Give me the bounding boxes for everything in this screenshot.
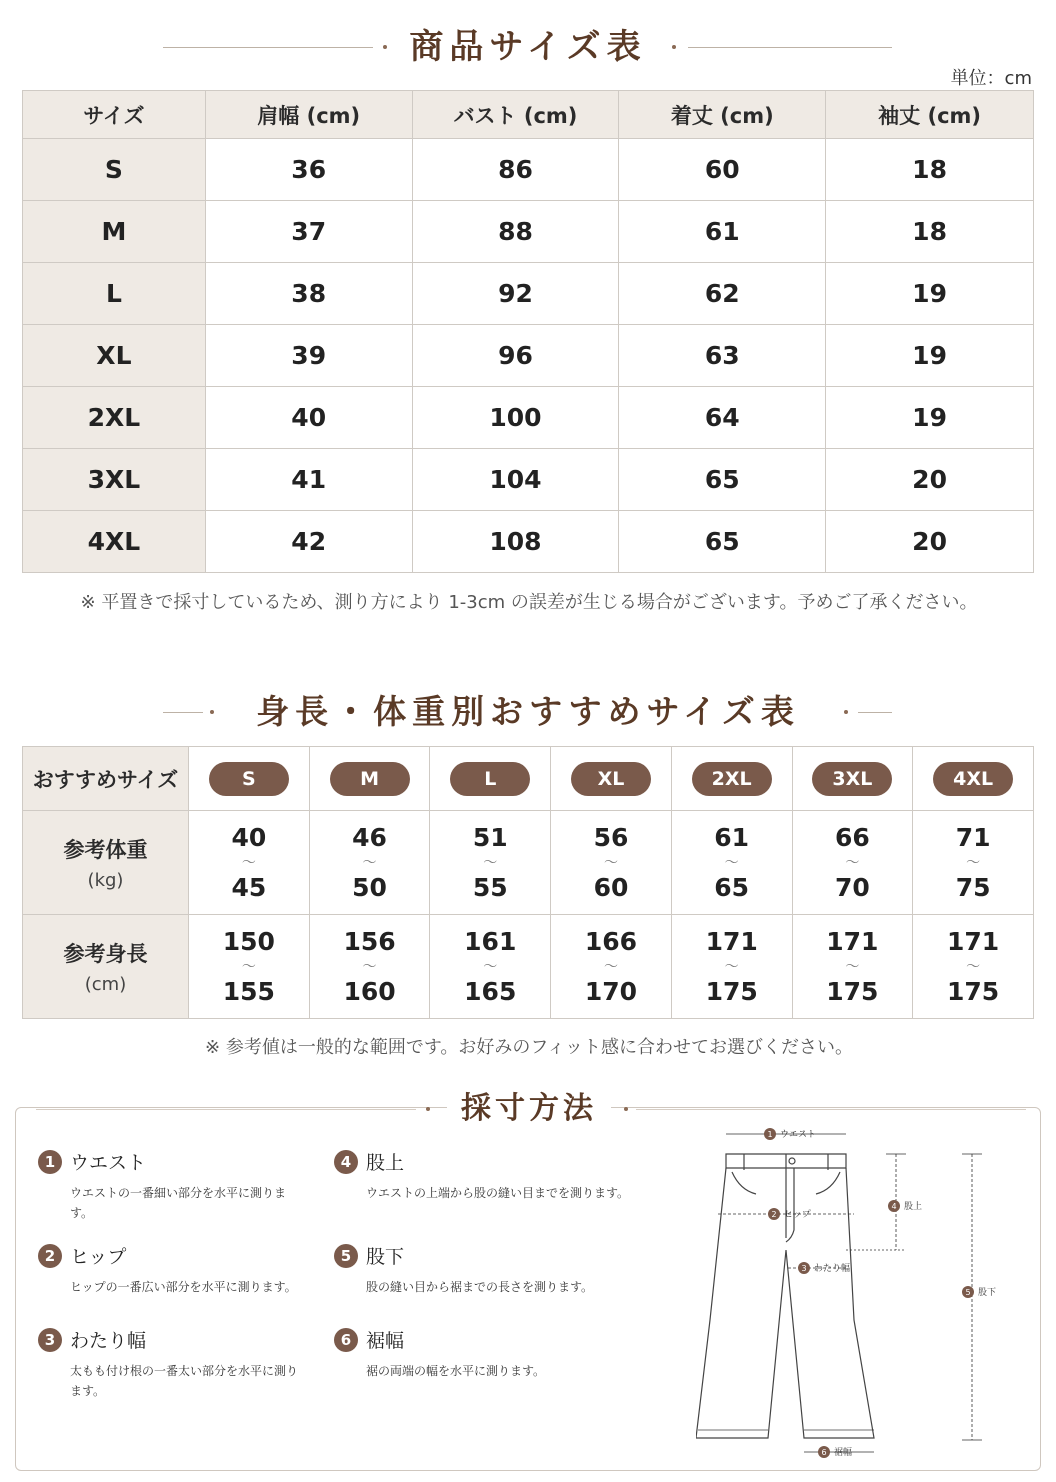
rec-size-cell xyxy=(189,747,310,811)
size-table-row xyxy=(23,201,1034,263)
measure-number-badge: 4 xyxy=(334,1150,358,1174)
rec-table-title-block xyxy=(0,690,1056,734)
measure-item xyxy=(334,1326,666,1381)
rec-weight-cell xyxy=(913,811,1034,915)
range-tilde: ～ xyxy=(241,958,256,975)
diagram-label-hem: 裾幅 xyxy=(834,1448,853,1458)
size-value-cell: 104 xyxy=(412,449,619,511)
rec-size-cell xyxy=(792,747,913,811)
size-value-cell: 65 xyxy=(619,511,826,573)
measure-item xyxy=(38,1148,300,1223)
range-tilde: ～ xyxy=(966,958,981,975)
range-tilde: ～ xyxy=(966,854,981,871)
size-value-cell: 38 xyxy=(205,263,412,325)
rec-size-cell xyxy=(551,747,672,811)
measure-item-head xyxy=(334,1148,666,1175)
range-min: 51 xyxy=(472,822,508,852)
size-pill: XL xyxy=(571,762,651,796)
measure-item xyxy=(334,1242,666,1297)
size-label-cell: S xyxy=(23,139,206,201)
range-value xyxy=(793,824,913,902)
rec-weight-cell xyxy=(189,811,310,915)
size-value-cell: 42 xyxy=(205,511,412,573)
range-tilde: ～ xyxy=(483,958,498,975)
range-tilde: ～ xyxy=(241,854,256,871)
rec-height-cell xyxy=(430,915,551,1019)
range-min: 40 xyxy=(231,822,267,852)
size-pill: 3XL xyxy=(812,762,892,796)
size-value-cell: 100 xyxy=(412,387,619,449)
size-value-cell: 40 xyxy=(205,387,412,449)
rec-height-label-cell xyxy=(23,915,189,1019)
svg-text:3: 3 xyxy=(801,1264,807,1273)
rec-weight-cell xyxy=(551,811,672,915)
svg-text:2: 2 xyxy=(771,1210,777,1219)
range-tilde: ～ xyxy=(603,854,618,871)
size-value-cell: 41 xyxy=(205,449,412,511)
svg-text:1: 1 xyxy=(767,1130,773,1139)
size-value-cell: 20 xyxy=(826,449,1034,511)
size-value-cell: 88 xyxy=(412,201,619,263)
range-min: 156 xyxy=(343,926,396,956)
range-min: 71 xyxy=(955,822,991,852)
measure-number-badge: 2 xyxy=(38,1244,62,1268)
range-value xyxy=(430,824,550,902)
size-value-cell: 18 xyxy=(826,201,1034,263)
range-min: 150 xyxy=(222,926,275,956)
recommend-table xyxy=(22,746,1034,1019)
range-min: 166 xyxy=(584,926,638,956)
measure-item-desc: ウエストの上端から股の縫い目までを測ります。 xyxy=(366,1186,630,1200)
measure-item xyxy=(38,1242,300,1297)
range-value xyxy=(551,824,671,902)
measure-item-desc: ヒップの一番広い部分を水平に測ります。 xyxy=(70,1280,297,1294)
range-value xyxy=(913,928,1033,1006)
measure-item-head xyxy=(38,1148,300,1175)
range-value xyxy=(793,928,913,1006)
size-value-cell: 20 xyxy=(826,511,1034,573)
pants-diagram xyxy=(696,1120,1016,1460)
svg-text:6: 6 xyxy=(821,1448,827,1457)
range-max: 70 xyxy=(834,872,870,902)
size-table xyxy=(22,90,1034,573)
range-value xyxy=(310,824,430,902)
range-min: 66 xyxy=(834,822,870,852)
size-pill: 4XL xyxy=(933,762,1013,796)
measure-section xyxy=(15,1091,1041,1471)
header-cell: バスト (cm) xyxy=(412,91,619,139)
range-value xyxy=(310,928,430,1006)
rec-note: ※ 参考値は一般的な範囲です。お好みのフィット感に合わせてお選びください。 xyxy=(205,1037,853,1058)
diagram-label-waist: ウエスト xyxy=(780,1130,817,1140)
rec-height-row xyxy=(23,915,1034,1019)
range-max: 45 xyxy=(231,872,267,902)
range-tilde: ～ xyxy=(603,958,618,975)
rec-weight-cell xyxy=(671,811,792,915)
rec-height-cell xyxy=(309,915,430,1019)
size-table-row xyxy=(23,139,1034,201)
size-note: ※ 平置きで採寸しているため、測り方により 1-3cm の誤差が生じる場合がございます。予めご了承ください。 xyxy=(80,592,978,613)
size-value-cell: 62 xyxy=(619,263,826,325)
range-tilde: ～ xyxy=(362,854,377,871)
rec-size-cell xyxy=(309,747,430,811)
size-table-row xyxy=(23,263,1034,325)
diagram-label-rise: 股上 xyxy=(904,1202,923,1212)
range-value xyxy=(189,928,309,1006)
range-tilde: ～ xyxy=(483,854,498,871)
svg-text:4: 4 xyxy=(891,1202,897,1211)
diagram-label-hip: ヒップ xyxy=(784,1210,811,1220)
measure-item-head xyxy=(334,1326,666,1353)
measure-item xyxy=(334,1148,666,1203)
size-label-cell: L xyxy=(23,263,206,325)
size-pill: M xyxy=(330,762,410,796)
size-value-cell: 96 xyxy=(412,325,619,387)
size-table-row xyxy=(23,387,1034,449)
size-table-row xyxy=(23,449,1034,511)
rec-weight-cell xyxy=(430,811,551,915)
size-table-title: 商品サイズ表 xyxy=(395,24,660,70)
range-max: 160 xyxy=(343,976,396,1006)
size-label-cell: M xyxy=(23,201,206,263)
size-value-cell: 37 xyxy=(205,201,412,263)
range-min: 171 xyxy=(705,926,758,956)
range-tilde: ～ xyxy=(724,854,739,871)
measure-title: 採寸方法 xyxy=(447,1094,611,1124)
measure-number-badge: 3 xyxy=(38,1328,62,1352)
size-value-cell: 86 xyxy=(412,139,619,201)
rec-size-cell xyxy=(671,747,792,811)
header-cell: 袖丈 (cm) xyxy=(826,91,1034,139)
rec-weight-cell xyxy=(309,811,430,915)
measure-item-desc: 太もも付け根の一番太い部分を水平に測ります。 xyxy=(70,1364,299,1398)
range-min: 61 xyxy=(714,822,750,852)
range-min: 46 xyxy=(352,822,387,852)
size-pill: L xyxy=(450,762,530,796)
size-pill: S xyxy=(209,762,289,796)
measure-item-title: 股上 xyxy=(366,1152,405,1174)
measure-item-title: ウエスト xyxy=(70,1152,147,1174)
size-label-cell: 2XL xyxy=(23,387,206,449)
range-max: 75 xyxy=(955,872,991,902)
range-min: 171 xyxy=(826,926,879,956)
rec-size-cell xyxy=(430,747,551,811)
rec-weight-label-cell xyxy=(23,811,189,915)
measure-item-desc: 裾の両端の幅を水平に測ります。 xyxy=(366,1364,546,1378)
size-value-cell: 19 xyxy=(826,387,1034,449)
size-value-cell: 65 xyxy=(619,449,826,511)
size-label-cell: 3XL xyxy=(23,449,206,511)
range-max: 175 xyxy=(826,976,879,1006)
measure-item-title: わたり幅 xyxy=(70,1330,147,1352)
range-value xyxy=(551,928,671,1006)
size-value-cell: 18 xyxy=(826,139,1034,201)
measure-number-badge: 6 xyxy=(334,1328,358,1352)
range-max: 165 xyxy=(464,976,517,1006)
rec-weight-unit: (kg) xyxy=(87,870,124,891)
size-value-cell: 92 xyxy=(412,263,619,325)
range-max: 155 xyxy=(222,976,275,1006)
range-value xyxy=(672,824,792,902)
range-value xyxy=(189,824,309,902)
range-value xyxy=(672,928,792,1006)
size-value-cell: 108 xyxy=(412,511,619,573)
range-min: 171 xyxy=(947,926,1000,956)
header-cell: 着丈 (cm) xyxy=(619,91,826,139)
diagram-label-thigh: わたり幅 xyxy=(814,1264,851,1274)
range-max: 55 xyxy=(472,872,508,902)
size-pill: 2XL xyxy=(692,762,772,796)
rec-weight-cell xyxy=(792,811,913,915)
range-max: 60 xyxy=(593,872,629,902)
range-value xyxy=(430,928,550,1006)
rec-size-cell xyxy=(913,747,1034,811)
range-tilde: ～ xyxy=(845,958,860,975)
range-tilde: ～ xyxy=(362,958,377,975)
size-value-cell: 61 xyxy=(619,201,826,263)
measure-item-desc: 股の縫い目から裾までの長さを測ります。 xyxy=(366,1280,594,1294)
rec-height-cell xyxy=(551,915,672,1019)
size-value-cell: 19 xyxy=(826,325,1034,387)
rec-height-cell xyxy=(189,915,310,1019)
size-table-row xyxy=(23,325,1034,387)
svg-text:5: 5 xyxy=(965,1288,971,1297)
range-value xyxy=(913,824,1033,902)
measure-number-badge: 1 xyxy=(38,1150,62,1174)
measure-item-head xyxy=(334,1242,666,1269)
measure-item-desc: ウエストの一番細い部分を水平に測ります。 xyxy=(70,1186,287,1220)
header-cell: サイズ xyxy=(23,91,206,139)
range-max: 175 xyxy=(705,976,758,1006)
range-min: 161 xyxy=(464,926,517,956)
rec-weight-label: 参考体重 xyxy=(63,838,148,862)
size-table-title-block xyxy=(0,24,1056,70)
rec-height-cell xyxy=(792,915,913,1019)
measure-item-title: ヒップ xyxy=(70,1246,127,1268)
rec-height-unit: (cm) xyxy=(84,974,127,995)
size-value-cell: 64 xyxy=(619,387,826,449)
size-value-cell: 39 xyxy=(205,325,412,387)
range-tilde: ～ xyxy=(724,958,739,975)
measure-item-title: 股下 xyxy=(366,1246,405,1268)
size-table-row xyxy=(23,511,1034,573)
size-table-header-row xyxy=(23,91,1034,139)
rec-size-row xyxy=(23,747,1034,811)
range-max: 50 xyxy=(352,872,387,902)
measure-item-head xyxy=(38,1326,300,1353)
size-value-cell: 60 xyxy=(619,139,826,201)
rec-height-cell xyxy=(913,915,1034,1019)
rec-table-title: 身長・体重別おすすめサイズ表 xyxy=(242,690,814,734)
rec-size-label: おすすめサイズ xyxy=(32,767,179,792)
size-value-cell: 63 xyxy=(619,325,826,387)
size-label-cell: 4XL xyxy=(23,511,206,573)
rec-height-label: 参考身長 xyxy=(63,942,148,966)
size-value-cell: 19 xyxy=(826,263,1034,325)
range-max: 65 xyxy=(714,872,750,902)
measure-number-badge: 5 xyxy=(334,1244,358,1268)
rec-weight-row xyxy=(23,811,1034,915)
rec-size-label-cell xyxy=(23,747,189,811)
range-tilde: ～ xyxy=(845,854,860,871)
range-max: 170 xyxy=(584,976,638,1006)
diagram-label-inseam: 股下 xyxy=(978,1288,997,1298)
measure-item xyxy=(38,1326,300,1401)
unit-label: 単位：cm xyxy=(950,68,1032,89)
range-min: 56 xyxy=(593,822,629,852)
size-value-cell: 36 xyxy=(205,139,412,201)
header-cell: 肩幅 (cm) xyxy=(205,91,412,139)
measure-item-head xyxy=(38,1242,300,1269)
range-max: 175 xyxy=(947,976,1000,1006)
measure-item-title: 裾幅 xyxy=(366,1330,405,1352)
rec-height-cell xyxy=(671,915,792,1019)
size-label-cell: XL xyxy=(23,325,206,387)
